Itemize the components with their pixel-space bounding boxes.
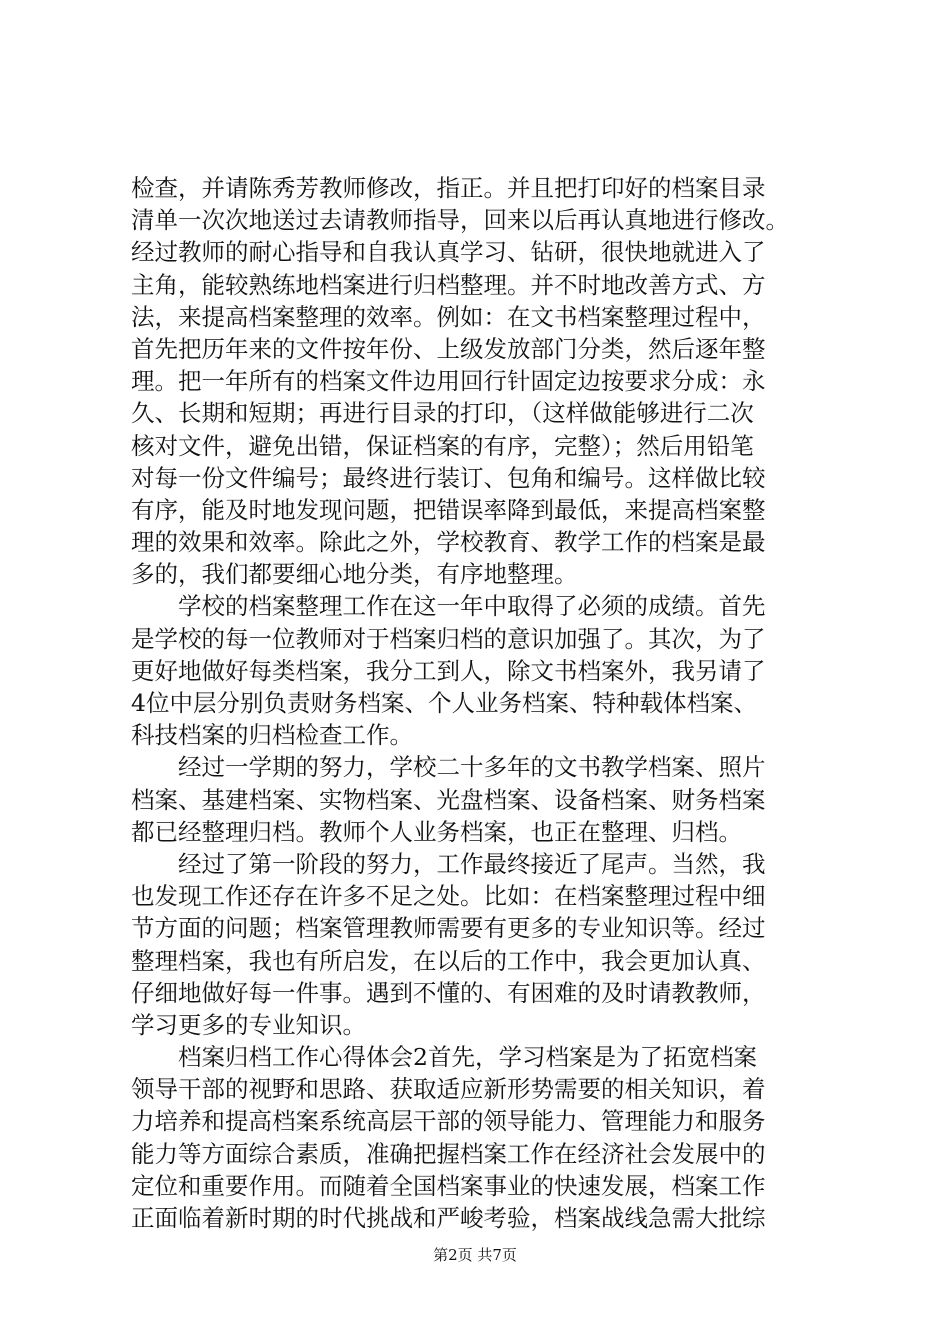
text-line: 更好地做好每类档案，我分工到人，除文书档案外，我另请了: [131, 656, 766, 685]
text-line: 能力等方面综合素质，准确把握档案工作在经济社会发展中的: [131, 1139, 766, 1168]
text-line: 仔细地做好每一件事。遇到不懂的、有困难的及时请教教师，: [131, 978, 766, 1007]
text-line: 学校的档案整理工作在这一年中取得了必须的成绩。首先: [131, 592, 766, 621]
text-line: 有序，能及时地发现问题，把错误率降到最低，来提高档案整: [131, 495, 766, 524]
text-line: 学习更多的专业知识。: [131, 1010, 366, 1039]
text-line: 档案归档工作心得体会2首先，学习档案是为了拓宽档案: [131, 1043, 757, 1072]
text-line: 都已经整理归档。教师个人业务档案，也正在整理、归档。: [131, 817, 742, 846]
text-line: 核对文件，避免出错，保证档案的有序，完整）；然后用铅笔: [131, 431, 754, 460]
text-line: 经过一学期的努力，学校二十多年的文书教学档案、照片: [131, 753, 766, 782]
text-line: 多的，我们都要细心地分类，有序地整理。: [131, 560, 578, 589]
text-line: 正面临着新时期的时代挑战和严峻考验，档案战线急需大批综: [131, 1204, 766, 1232]
text-line: 领导干部的视野和思路、获取适应新形势需要的相关知识，着: [131, 1075, 766, 1104]
text-line: 理的效果和效率。除此之外，学校教育、教学工作的档案是最: [131, 528, 766, 557]
text-line: 对每一份文件编号；最终进行装订、包角和编号。这样做比较: [131, 463, 766, 492]
text-line: 定位和重要作用。而随着全国档案事业的快速发展，档案工作: [131, 1171, 766, 1200]
text-line: 是学校的每一位教师对于档案归档的意识加强了。其次，为了: [131, 624, 766, 653]
text-line: 科技档案的归档检查工作。: [131, 721, 413, 750]
text-line: 首先把历年来的文件按年份、上级发放部门分类，然后逐年整: [131, 334, 766, 363]
text-line: 档案、基建档案、实物档案、光盘档案、设备档案、财务档案: [131, 785, 766, 814]
text-line: 节方面的问题；档案管理教师需要有更多的专业知识等。经过: [131, 914, 766, 943]
text-line: 经过教师的耐心指导和自我认真学习、钻研，很快地就进入了: [131, 238, 766, 267]
text-line: 力培养和提高档案系统高层干部的领导能力、管理能力和服务: [131, 1107, 766, 1136]
text-line: 也发现工作还存在许多不足之处。比如：在档案整理过程中细: [131, 882, 766, 911]
page-footer: 第2页 共7页: [433, 1246, 517, 1264]
text-line: 整理档案，我也有所启发，在以后的工作中，我会更加认真、: [131, 946, 766, 975]
text-line: 4位中层分别负责财务档案、个人业务档案、特种载体档案、: [131, 689, 757, 717]
text-line: 主角，能较熟练地档案进行归档整理。并不时地改善方式、方: [131, 270, 766, 299]
text-line: 清单一次次地送过去请教师指导，回来以后再认真地进行修改。: [131, 206, 789, 235]
text-line: 理。把一年所有的档案文件边用回行针固定边按要求分成：永: [131, 367, 766, 396]
text-line: 经过了第一阶段的努力，工作最终接近了尾声。当然，我: [131, 849, 766, 878]
text-line: 检查，并请陈秀芳教师修改，指正。并且把打印好的档案目录: [131, 174, 766, 202]
text-line: 法，来提高档案整理的效率。例如：在文书档案整理过程中，: [131, 302, 766, 331]
document-body: [131, 172, 831, 1234]
text-line: 久、长期和短期；再进行目录的打印，（这样做能够进行二次: [131, 399, 754, 428]
